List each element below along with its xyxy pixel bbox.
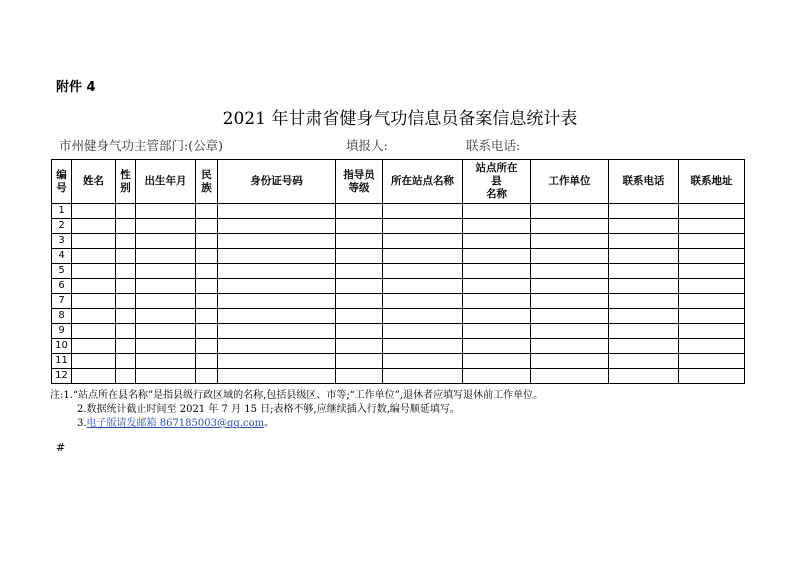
cell-birth[interactable] [136, 309, 196, 324]
cell-site[interactable] [383, 249, 463, 264]
cell-ethnic[interactable] [196, 354, 218, 369]
cell-sex[interactable] [116, 219, 136, 234]
cell-name[interactable] [72, 279, 116, 294]
header-tel [609, 160, 679, 204]
note-3-prefix: 3. [77, 418, 87, 429]
cell-sex[interactable] [116, 264, 136, 279]
cell-name[interactable] [72, 369, 116, 384]
cell-sex[interactable] [116, 234, 136, 249]
cell-level[interactable] [336, 309, 383, 324]
table-row [52, 279, 745, 294]
header-sex [116, 160, 136, 204]
cell-site[interactable] [383, 264, 463, 279]
cell-level[interactable] [336, 264, 383, 279]
cell-ethnic[interactable] [196, 249, 218, 264]
header-sex-label: 性 别 [120, 168, 131, 194]
cell-work[interactable] [531, 234, 609, 249]
cell-addr[interactable] [679, 339, 745, 354]
cell-tel[interactable] [609, 324, 679, 339]
cell-site[interactable] [383, 204, 463, 219]
cell-birth[interactable] [136, 234, 196, 249]
cell-name[interactable] [72, 354, 116, 369]
cell-birth[interactable] [136, 369, 196, 384]
cell-county[interactable] [463, 234, 531, 249]
cell-work[interactable] [531, 204, 609, 219]
cell-level[interactable] [336, 339, 383, 354]
header-tel-label: 联系电话 [622, 175, 665, 187]
cell-name[interactable] [72, 294, 116, 309]
cell-name[interactable] [72, 324, 116, 339]
table-row [52, 354, 745, 369]
cell-ethnic[interactable] [196, 369, 218, 384]
cell-name[interactable] [72, 249, 116, 264]
cell-work[interactable] [531, 279, 609, 294]
cell-tel[interactable] [609, 264, 679, 279]
cell-county[interactable] [463, 294, 531, 309]
table-row [52, 324, 745, 339]
cell-work[interactable] [531, 354, 609, 369]
cell-no: 6 [52, 279, 72, 294]
cell-county[interactable] [463, 279, 531, 294]
cell-level[interactable] [336, 369, 383, 384]
cell-id[interactable] [218, 204, 336, 219]
cell-county[interactable] [463, 324, 531, 339]
cell-county[interactable] [463, 219, 531, 234]
cell-county[interactable] [463, 309, 531, 324]
page-title: 2021 年甘肃省健身气功信息员备案信息统计表 [222, 109, 578, 129]
cell-name[interactable] [72, 234, 116, 249]
header-no [52, 160, 72, 204]
cell-ethnic[interactable] [196, 219, 218, 234]
cell-id[interactable] [218, 324, 336, 339]
cell-tel[interactable] [609, 354, 679, 369]
cell-sex[interactable] [116, 339, 136, 354]
cell-addr[interactable] [679, 279, 745, 294]
header-birth [136, 160, 196, 204]
cell-tel[interactable] [609, 204, 679, 219]
cell-name[interactable] [72, 219, 116, 234]
table-row [52, 339, 745, 354]
cell-no: 11 [52, 354, 72, 369]
cell-site[interactable] [383, 234, 463, 249]
cell-site[interactable] [383, 219, 463, 234]
cell-no: 9 [52, 324, 72, 339]
cell-id[interactable] [218, 219, 336, 234]
cell-county[interactable] [463, 264, 531, 279]
cell-work[interactable] [531, 324, 609, 339]
cell-id[interactable] [218, 369, 336, 384]
table-header-row [52, 160, 745, 204]
note-3-suffix: 。 [264, 418, 275, 429]
header-county-label: 站点所在 县 名称 [475, 162, 518, 200]
cell-site[interactable] [383, 339, 463, 354]
cell-addr[interactable] [679, 219, 745, 234]
email-link[interactable]: 电子版请发邮箱 867185003@qq.com [86, 418, 265, 429]
cell-site[interactable] [383, 279, 463, 294]
cell-id[interactable] [218, 264, 336, 279]
cell-site[interactable] [383, 324, 463, 339]
cell-tel[interactable] [609, 279, 679, 294]
cell-county[interactable] [463, 204, 531, 219]
cell-no: 3 [52, 234, 72, 249]
cell-work[interactable] [531, 294, 609, 309]
cell-level[interactable] [336, 294, 383, 309]
cell-id[interactable] [218, 294, 336, 309]
cell-addr[interactable] [679, 324, 745, 339]
cell-addr[interactable] [679, 309, 745, 324]
cell-ethnic[interactable] [196, 309, 218, 324]
header-addr-label: 联系地址 [690, 175, 733, 187]
cell-no: 7 [52, 294, 72, 309]
cell-ethnic[interactable] [196, 324, 218, 339]
cell-level[interactable] [336, 234, 383, 249]
cell-no: 2 [52, 219, 72, 234]
cell-id[interactable] [218, 234, 336, 249]
cell-birth[interactable] [136, 204, 196, 219]
note-3 [50, 417, 543, 431]
table-row [52, 309, 745, 324]
header-site [383, 160, 463, 204]
cell-name[interactable] [72, 264, 116, 279]
cell-site[interactable] [383, 369, 463, 384]
header-no-label: 编 号 [56, 168, 67, 194]
cell-level[interactable] [336, 249, 383, 264]
table-row [52, 264, 745, 279]
cell-addr[interactable] [679, 249, 745, 264]
table-row [52, 234, 745, 249]
cell-id[interactable] [218, 354, 336, 369]
cell-work[interactable] [531, 369, 609, 384]
cell-sex[interactable] [116, 294, 136, 309]
header-work [531, 160, 609, 204]
cell-sex[interactable] [116, 324, 136, 339]
cell-site[interactable] [383, 309, 463, 324]
cell-addr[interactable] [679, 354, 745, 369]
cell-birth[interactable] [136, 354, 196, 369]
header-level-label: 指导员 等级 [343, 168, 375, 194]
header-work-label: 工作单位 [548, 175, 591, 187]
cell-ethnic[interactable] [196, 234, 218, 249]
cell-no: 1 [52, 204, 72, 219]
note-1: 注:1.“站点所在县名称”是指县级行政区域的名称,包括县级区、市等;“工作单位”,退休者应填写退休前工作单位。 [50, 390, 544, 401]
header-county [463, 160, 531, 204]
cell-work[interactable] [531, 219, 609, 234]
cell-county[interactable] [463, 249, 531, 264]
cell-name[interactable] [72, 339, 116, 354]
cell-county[interactable] [463, 354, 531, 369]
cell-addr[interactable] [679, 294, 745, 309]
header-name-label: 姓名 [83, 175, 104, 187]
cell-birth[interactable] [136, 219, 196, 234]
cell-work[interactable] [531, 249, 609, 264]
cell-name[interactable] [72, 309, 116, 324]
header-id-label: 身份证号码 [250, 175, 303, 187]
cell-ethnic[interactable] [196, 339, 218, 354]
cell-level[interactable] [336, 204, 383, 219]
cell-addr[interactable] [679, 234, 745, 249]
cell-no: 8 [52, 309, 72, 324]
cell-ethnic[interactable] [196, 279, 218, 294]
cell-ethnic[interactable] [196, 264, 218, 279]
cell-sex[interactable] [116, 354, 136, 369]
cell-tel[interactable] [609, 339, 679, 354]
cell-addr[interactable] [679, 264, 745, 279]
table-row [52, 294, 745, 309]
cell-work[interactable] [531, 339, 609, 354]
cell-addr[interactable] [679, 204, 745, 219]
table-row [52, 369, 745, 384]
phone-field-label: 联系电话: [466, 138, 521, 153]
cell-level[interactable] [336, 354, 383, 369]
notes-block [50, 389, 543, 431]
header-id [218, 160, 336, 204]
cell-sex[interactable] [116, 204, 136, 219]
cell-work[interactable] [531, 309, 609, 324]
cell-tel[interactable] [609, 309, 679, 324]
cell-sex[interactable] [116, 369, 136, 384]
cell-birth[interactable] [136, 324, 196, 339]
cell-tel[interactable] [609, 249, 679, 264]
table-body [52, 204, 745, 384]
cell-no: 10 [52, 339, 72, 354]
header-name [72, 160, 116, 204]
cell-level[interactable] [336, 279, 383, 294]
cell-id[interactable] [218, 279, 336, 294]
cell-tel[interactable] [609, 369, 679, 384]
cell-no: 5 [52, 264, 72, 279]
cell-ethnic[interactable] [196, 204, 218, 219]
cell-birth[interactable] [136, 279, 196, 294]
cell-name[interactable] [72, 204, 116, 219]
header-ethnic [196, 160, 218, 204]
cell-birth[interactable] [136, 294, 196, 309]
registration-table [51, 159, 745, 384]
cell-sex[interactable] [116, 279, 136, 294]
cell-addr[interactable] [679, 369, 745, 384]
cell-id[interactable] [218, 309, 336, 324]
cell-work[interactable] [531, 264, 609, 279]
header-site-label: 所在站点名称 [391, 175, 454, 187]
cell-level[interactable] [336, 219, 383, 234]
cell-site[interactable] [383, 354, 463, 369]
table-row [52, 249, 745, 264]
cell-tel[interactable] [609, 234, 679, 249]
dept-field-label: 市州健身气功主管部门:(公章) [59, 138, 223, 153]
header-addr [679, 160, 745, 204]
cell-ethnic[interactable] [196, 294, 218, 309]
cell-id[interactable] [218, 339, 336, 354]
cell-sex[interactable] [116, 309, 136, 324]
cell-county[interactable] [463, 339, 531, 354]
cell-birth[interactable] [136, 264, 196, 279]
cell-id[interactable] [218, 249, 336, 264]
filler-field-label: 填报人: [346, 138, 388, 153]
cell-birth[interactable] [136, 249, 196, 264]
table-row [52, 204, 745, 219]
table-row [52, 219, 745, 234]
hash-mark: # [56, 441, 66, 454]
cell-sex[interactable] [116, 249, 136, 264]
note-2: 2.数据统计截止时间至 2021 年 7 月 15 日;表格不够,应继续插入行数,编号顺延填写。 [77, 404, 460, 415]
cell-site[interactable] [383, 294, 463, 309]
cell-county[interactable] [463, 369, 531, 384]
cell-birth[interactable] [136, 339, 196, 354]
header-ethnic-label: 民 族 [201, 168, 212, 194]
cell-tel[interactable] [609, 219, 679, 234]
cell-no: 4 [52, 249, 72, 264]
cell-tel[interactable] [609, 294, 679, 309]
attachment-label: 附件 4 [56, 80, 96, 95]
header-level [336, 160, 383, 204]
cell-level[interactable] [336, 324, 383, 339]
header-birth-label: 出生年月 [144, 175, 187, 187]
cell-no: 12 [52, 369, 72, 384]
